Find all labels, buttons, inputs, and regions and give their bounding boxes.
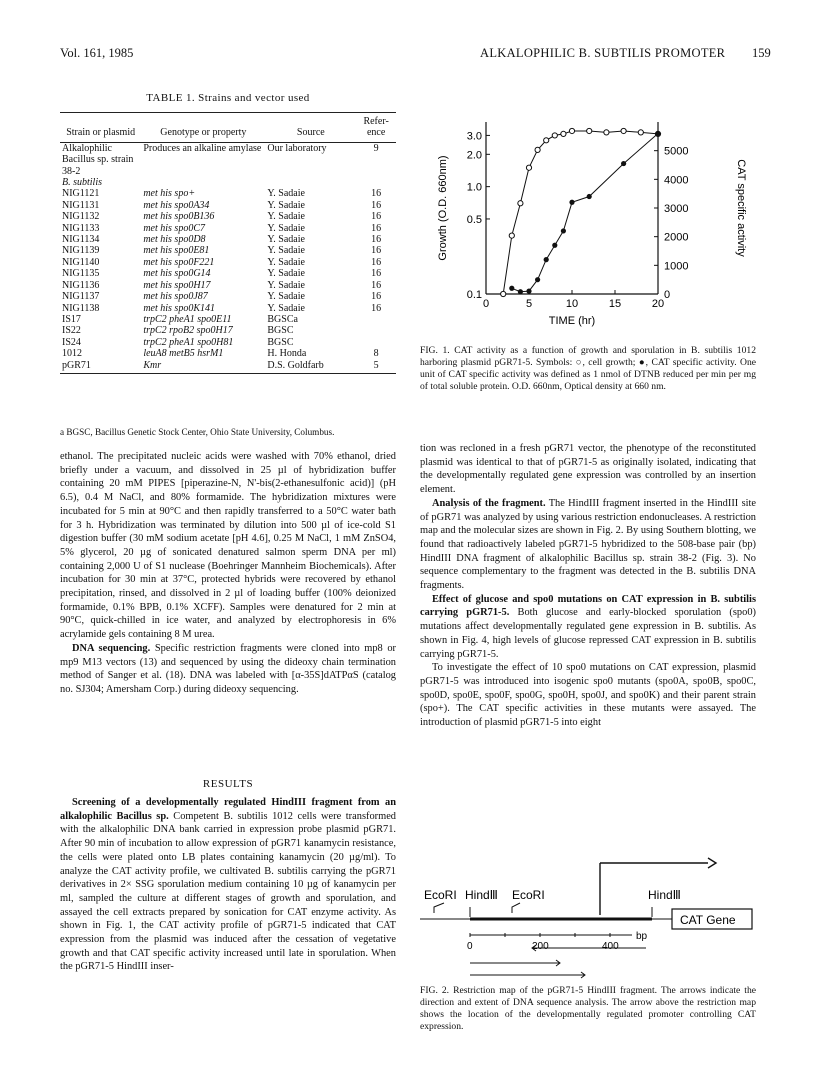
cell-genotype: Kmr [141, 360, 265, 374]
cell-source: Y. Sadaie [267, 222, 305, 234]
x-axis-label: TIME (hr) [548, 315, 596, 327]
label-ecori-2: EcoRI [512, 888, 545, 902]
table-row [60, 337, 396, 348]
table-row [60, 142, 396, 177]
cell-source: BGSC [267, 325, 294, 337]
y-tick-label: 1.0 [466, 181, 482, 194]
cell-strain: Alkalophilic Bacillus sp. strain 38-2 [62, 142, 134, 177]
header-running-title: ALKALOPHILIC B. SUBTILIS PROMOTER [480, 46, 726, 60]
cell-genotype: met his spo0E81 [143, 245, 210, 257]
cell-strain: NIG1139 [62, 245, 100, 257]
cell-ref [356, 177, 396, 188]
cat-point [587, 194, 592, 199]
growth-series-line [503, 131, 658, 294]
y2-axis-label: CAT specific activity [735, 159, 747, 257]
column-2-text [420, 442, 756, 730]
cell-source: BGSC [267, 336, 294, 348]
cell-ref [356, 337, 396, 348]
cell-ref [356, 314, 396, 325]
cell-source: Y. Sadaie [267, 256, 305, 268]
cell-ref: 16 [371, 234, 382, 246]
promoter-arrowhead [708, 858, 716, 868]
table-row [60, 360, 396, 374]
cell-strain: NIG1138 [62, 302, 100, 314]
column-1-results-text [60, 796, 396, 974]
growth-point [587, 128, 592, 133]
column-1-text [60, 450, 396, 697]
y2-tick-label: 3000 [664, 203, 689, 215]
heading-screening: Screening of a developmentally regulated HindIII fragment from an alkalophilic Bacillus sp. [60, 797, 396, 822]
growth-point [621, 128, 626, 133]
cell-strain: 1012 [62, 348, 82, 360]
paragraph-dna-sequencing [60, 642, 396, 697]
effect-body: Both glucose and early-blocked sporulation (spo0) mutations affect developmentally regulated gene expression in B. subtilis. As shown in Fig. 4, high levels of glucose repressed CAT expression in B. subtilis carrying pGR71-5. [420, 607, 756, 660]
cell-genotype: met his spo0A34 [143, 199, 210, 211]
cell-genotype: Produces an alkaline amylase [143, 142, 262, 154]
cell-ref: 8 [373, 348, 379, 360]
cell-ref: 16 [371, 268, 382, 280]
cat-point [535, 277, 540, 282]
fig1-chart [420, 104, 756, 344]
heading-dna-sequencing: DNA sequencing. [72, 642, 151, 654]
cell-ref: 16 [371, 256, 382, 268]
cell-source: Y. Sadaie [267, 245, 305, 257]
table-row [60, 303, 396, 314]
cat-point [655, 131, 660, 136]
cell-strain: NIG1133 [62, 222, 100, 234]
growth-point [518, 201, 523, 206]
cell-ref: 9 [373, 142, 379, 154]
cell-ref: 16 [371, 211, 382, 223]
y-tick-label: 3.0 [466, 130, 482, 143]
cell-source [265, 177, 356, 188]
cell-source: Y. Sadaie [267, 268, 305, 280]
cell-ref [356, 325, 396, 336]
cell-source: Y. Sadaie [267, 291, 305, 303]
y-tick-label: 2.0 [466, 149, 482, 162]
cell-ref: 16 [371, 199, 382, 211]
cell-genotype: met his spo0J87 [143, 291, 208, 303]
fig1-caption: FIG. 1. CAT activity as a function of growth and sporulation in B. subtilis 1012 harboring plasmid pGR71-5. Symbols: ○, cell growth; ●, CAT specific activity. One unit of CAT specific activity was defined as 1 nmol of DTNB reduced per min per mg of total soluble protein. O.D. 660nm, Optical density at 660 nm. [420, 345, 756, 392]
screening-body: Competent B. subtilis 1012 cells were transformed with the alkalophilic DNA bank carried in expression probe plasmid pGR71. After 90 min of incubation to allow expression of pGR71 kanamycin resistance, the cells were plated onto LB plates containing kanamycin (20 µg/ml). To analyze the CAT activity profile, we cultivated B. subtilis carrying the pGR71 derivatives in 2× SSG sporulation medium containing 10 µg of kanamycin per ml, sampled the culture at different stages of growth and sporulation, and assayed the cell extracts prepared by sonication for CAT enzyme activity. As shown in Fig. 1, the CAT activity profile of pGR71-5 indicated that CAT expression from the plasmid was induced after the cessation of vegetative growth and that CAT specific activity increased until late in sporulation. When the pGR71-5 HindIII inser- [60, 810, 396, 973]
x-tick-label: 10 [565, 298, 579, 310]
cat-point [552, 243, 557, 248]
cell-strain: NIG1132 [62, 211, 100, 223]
cell-source: D.S. Goldfarb [265, 360, 356, 374]
cell-ref: 16 [371, 302, 382, 314]
paragraph-recloned: tion was recloned in a fresh pGR71 vector, the phenotype of the reconstituted plasmid was identical to that of pGR71-5 as originally isolated, indicating that the developmentally regulated gene expression was controlled by an insertion element. [420, 443, 756, 496]
label-cat-gene: CAT Gene [680, 913, 736, 927]
cell-strain: NIG1131 [62, 199, 100, 211]
growth-point [509, 233, 514, 238]
cat-point [561, 228, 566, 233]
y2-tick-label: 0 [664, 289, 671, 301]
heading-analysis: Analysis of the fragment. [432, 497, 546, 509]
cell-strain: IS22 [62, 325, 81, 337]
paragraph-hybridization: ethanol. The precipitated nucleic acids were washed with 70% ethanol, dried briefly under a vacuum, and dissolved in 25 µl of hybridization buffer containing 20 mM PIPES [piperazine-N, N'-bis(2-ethanesulfonic acid)] (pH 6.5), 0.4 M NaCl, and 80% formamide. The hybridization mixtures were incubated for 5 min at 90°C and then rapidly transferred to a 50°C water bath for 3 h. Hybridization was terminated by dilution into 500 µl of ice-cold S1 digestion buffer (30 mM sodium acetate [pH 4.6], 0.25 M NaCl, 1 mM ZnSO4, 5% glycerol, 20 µg of sonicated denatured salmon sperm DNA per ml) containing 2,000 U of S1 nuclease (Boehringer Mannheim Biochemicals). After incubation for 30 min at 37°C, protected hybrids were recovered by ethanol precipitation, rinsed, and dissolved in 2 µl of loading buffer (100% deionized formamide, 0.1% BPB, 0.1% XCFF). Samples were denatured for 2 min at 90°C, quick-chilled in ice water, and analyzed by electrophoresis in 6% acrylamide gels containing 8 M urea. [60, 451, 396, 641]
growth-point [552, 133, 557, 138]
table-row [60, 257, 396, 268]
cell-genotype: met his spo0G14 [143, 268, 211, 280]
y2-tick-label: 5000 [664, 145, 689, 158]
col-header-genotype: Genotype or property [141, 113, 265, 143]
cell-strain: NIG1140 [62, 256, 100, 268]
scale-label-400: 400 [602, 941, 619, 952]
cell-strain: NIG1121 [62, 188, 100, 200]
cell-source: Our laboratory [267, 142, 327, 154]
cell-strain: NIG1136 [62, 279, 100, 291]
cat-point [518, 289, 523, 294]
cell-genotype: trpC2 rpoB2 spo0H17 [143, 325, 233, 337]
scale-label-bp: bp [636, 931, 648, 942]
cell-genotype [141, 177, 265, 188]
fig2-restriction-map [420, 855, 756, 985]
table1-title: TABLE 1. Strains and vector used [146, 92, 310, 104]
cell-genotype: trpC2 pheA1 spo0E11 [143, 313, 232, 325]
cell-genotype: met his spo0D8 [143, 234, 206, 246]
paragraph-analysis [420, 497, 756, 593]
cell-strain: IS17 [62, 313, 81, 325]
table-footnote: a BGSC, Bacillus Genetic Stock Center, Ohio State University, Columbus. [60, 427, 335, 437]
fig2-caption: FIG. 2. Restriction map of the pGR71-5 HindIII fragment. The arrows indicate the direction and extent of DNA sequence analysis. The arrow above the restriction map shows the location of the developmentally regulated promoter controlling CAT expression. [420, 985, 756, 1032]
col-header-ref: Refer-ence [356, 113, 396, 143]
growth-point [604, 130, 609, 135]
cell-source: Y. Sadaie [267, 188, 305, 200]
cat-point [509, 286, 514, 291]
table-row [60, 325, 396, 336]
growth-point [501, 291, 506, 296]
site-marker-ecori-2 [512, 903, 520, 913]
x-tick-label: 20 [651, 298, 665, 310]
growth-point [544, 138, 549, 143]
cell-source: BGSCa [267, 313, 298, 325]
strains-table [60, 112, 396, 374]
y2-tick-label: 2000 [664, 231, 689, 244]
y-tick-label: 0.5 [466, 213, 482, 226]
dna-sequencing-body: Specific restriction fragments were cloned into mp8 or mp9 M13 vectors (13) and sequenced by using the dideoxy chain termination method of Sanger et al. (18). DNA was labeled with [α-35S]dATPαS (catalog no. SJ304; Amersham Corp.) during dideoxy sequencing. [60, 642, 396, 695]
cell-source: Y. Sadaie [267, 199, 305, 211]
table-row [60, 223, 396, 234]
cat-point [621, 161, 626, 166]
cell-strain: NIG1134 [62, 234, 100, 246]
table-row [60, 245, 396, 256]
cell-source: Y. Sadaie [267, 302, 305, 314]
table-row [60, 200, 396, 211]
table-row [60, 177, 396, 188]
paragraph-investigate: To investigate the effect of 10 spo0 mutations on CAT expression, plasmid pGR71-5 was introduced into isogenic spo0 mutants (spo0A, spo0B, spo0C, spo0D, spo0E, spo0F, spo0G, spo0H, spo0J, and spo0K) and their parent strain (spo+). The CAT specific activities in these mutants were assayed. The introduction of plasmid pGR71-5 into eight [420, 662, 756, 729]
cell-genotype: met his spo0C7 [143, 222, 205, 234]
cell-ref: 5 [356, 360, 396, 374]
cell-source: Y. Sadaie [267, 279, 305, 291]
growth-point [526, 165, 531, 170]
cell-strain: IS24 [62, 336, 81, 348]
analysis-body: The HindIII fragment inserted in the HindIII site of pGR71 was analyzed by using various restriction endonucleases. A restriction map and the molecular sizes are shown in Fig. 2. By using Southern blotting, we found that radioactively labeled pGR71-5 hybridized to the 508-base pair (bp) HindIII DNA fragment of alkalophilic Bacillus sp. strain 38-2 (Fig. 3). No sequence complementary to the fragment was detected in the B. subtilis DNA fragments. [420, 497, 756, 592]
table-row [60, 291, 396, 302]
cell-ref: 16 [371, 222, 382, 234]
x-tick-label: 0 [482, 298, 490, 310]
cell-source: Y. Sadaie [267, 211, 305, 223]
cell-source: Y. Sadaie [267, 234, 305, 246]
cell-genotype: leuA8 metB5 hsrM1 [143, 348, 224, 360]
x-tick-label: 5 [525, 298, 533, 310]
cell-ref: 16 [371, 245, 382, 257]
y2-tick-label: 4000 [664, 174, 689, 187]
growth-point [535, 147, 540, 152]
site-marker-ecori-1 [434, 903, 444, 913]
cell-genotype: met his spo0F221 [143, 256, 215, 268]
scale-label-0: 0 [467, 941, 473, 952]
cat-point [544, 257, 549, 262]
x-tick-label: 15 [608, 298, 622, 310]
table-row [60, 348, 396, 359]
table-row [60, 280, 396, 291]
heading-effect: Effect of glucose and spo0 mutations on CAT expression in B. subtilis carrying pGR71-5. [420, 593, 756, 619]
col-header-source: Source [265, 113, 356, 143]
col-header-strain: Strain or plasmid [60, 113, 141, 143]
cell-genotype: met his spo0K141 [143, 302, 215, 314]
growth-point [561, 131, 566, 136]
y-tick-label: 0.1 [466, 289, 482, 301]
cell-ref: 16 [371, 279, 382, 291]
label-ecori-1: EcoRI [424, 888, 457, 902]
scale-label-200: 200 [532, 941, 549, 952]
growth-point [569, 128, 574, 133]
paragraph-effect [420, 593, 756, 662]
table-row [60, 268, 396, 279]
table-row [60, 211, 396, 222]
header-volume: Vol. 161, 1985 [60, 46, 134, 60]
cell-ref: 16 [371, 188, 382, 200]
y-axis-label: Growth (O.D. 660nm) [437, 155, 449, 261]
results-heading: RESULTS [202, 778, 254, 790]
cell-genotype: met his spo+ [143, 188, 196, 200]
cell-genotype: met his spo0H17 [143, 279, 211, 291]
label-hindiii-2: HindⅢ [648, 888, 681, 902]
paragraph-screening [60, 796, 396, 974]
y2-tick-label: 1000 [664, 260, 689, 273]
cell-genotype: met his spo0B136 [143, 211, 215, 223]
table-row [60, 314, 396, 325]
table-header-row [60, 113, 396, 143]
table-row [60, 188, 396, 199]
cell-strain: pGR71 [60, 360, 141, 374]
header-page-number: 159 [752, 46, 771, 60]
cell-strain: B. subtilis [62, 177, 103, 189]
label-hindiii-1: HindⅢ [465, 888, 498, 902]
cat-point [526, 289, 531, 294]
growth-point [638, 130, 643, 135]
cell-strain: NIG1137 [62, 291, 100, 303]
cell-genotype: trpC2 pheA1 spo0H81 [143, 336, 234, 348]
cat-point [569, 200, 574, 205]
cell-source: H. Honda [267, 348, 307, 360]
cell-ref: 16 [371, 291, 382, 303]
table-row [60, 234, 396, 245]
cell-strain: NIG1135 [62, 268, 100, 280]
